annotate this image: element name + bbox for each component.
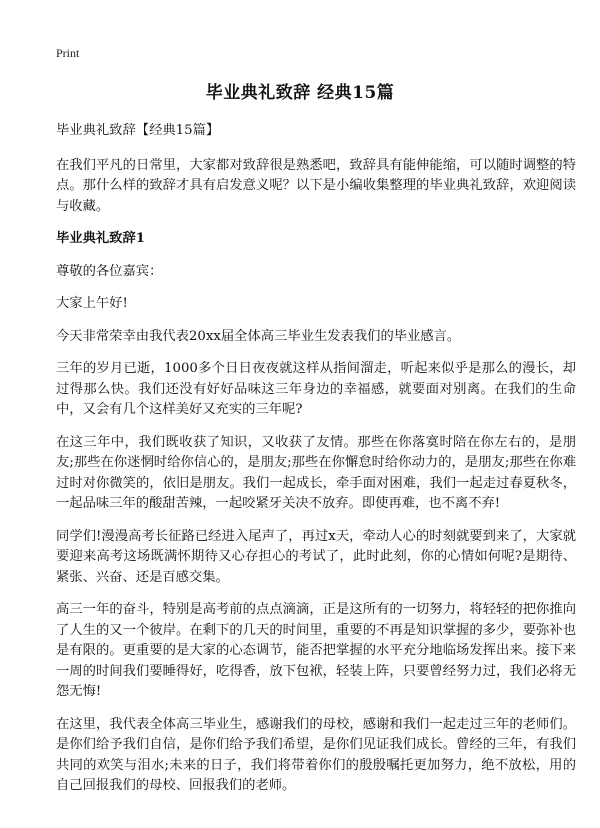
document-subtitle: 毕业典礼致辞【经典15篇】 [56, 123, 220, 138]
section-heading: 毕业典礼致辞1 [56, 231, 146, 246]
body-paragraph: 在这三年中，我们既收获了知识，又收获了友情。那些在你落寞时陪在你左右的，是朋友;那些在你迷惘时给你信心的，是朋友;那些在你懈怠时给你动力的，是朋友;那些在你难过时对你微笑的，依旧是朋友。我们一起成长，牵手面对困难，我们一起走过春夏秋冬，一起品味三年的酸甜苦辣，一起咬紧牙关决不放弃。即使再难，也不离不弃! [56, 434, 576, 511]
body-paragraph: 三年的岁月已逝，1000多个日日夜夜就这样从指间溜走，听起来似乎是那么的漫长，却过得那么快。我们还没有好好品味这三年身边的幸福感，就要面对别离。在我们的生命中，又会有几个这样美好又充实的三年呢? [56, 361, 576, 417]
body-paragraph: 高三一年的奋斗，特别是高考前的点点滴滴，正是这所有的一切努力，将轻轻的把你推向了人生的又一个彼岸。在剩下的几天的时间里，重要的不再是知识掌握的多少，要弥补也是有限的。更重要的是大家的心态调节，能否把掌握的水平充分地临场发挥出来。接下来一周的时间我们要睡得好，吃得香，放下包袱，轻装上阵，只要曾经努力过，我们必将无怨无悔! [56, 602, 576, 699]
page-title: 毕业典礼致辞 经典15篇 [205, 83, 395, 103]
body-paragraph: 同学们!漫漫高考长征路已经进入尾声了，再过x天，牵动人心的时刻就要到来了，大家就要迎来高考这场既满怀期待又心存担心的考试了，此时此刻，你的心情如何呢?是期待、紧张、兴奋、还是百感交集。 [56, 528, 576, 585]
document-body [56, 121, 576, 809]
body-paragraph: 今天非常荣幸由我代表20xx届全体高三毕业生发表我们的毕业感言。 [56, 328, 461, 344]
greeting: 大家上午好! [56, 296, 128, 311]
intro-paragraph: 在我们平凡的日常里，大家都对致辞很是熟悉吧，致辞具有能伸能缩，可以随时调整的特点。那什么样的致辞才具有启发意义呢？以下是小编收集整理的毕业典礼致辞，欢迎阅读与收藏。 [56, 157, 576, 214]
salutation: 尊敬的各位嘉宾： [56, 263, 163, 279]
body-paragraph: 在这里，我代表全体高三毕业生，感谢我们的母校，感谢和我们一起走过三年的老师们。是你们给予我们自信，是你们给予我们希望，是你们见证我们成长。曾经的三年，有我们共同的欢笑与泪水;未来的日子，我们将带着你们的殷殷嘱托更加努力，绝不放松，用的自己回报我们的母校、回报我们的老师。 [56, 716, 576, 793]
print-label[interactable]: Print [56, 46, 80, 60]
